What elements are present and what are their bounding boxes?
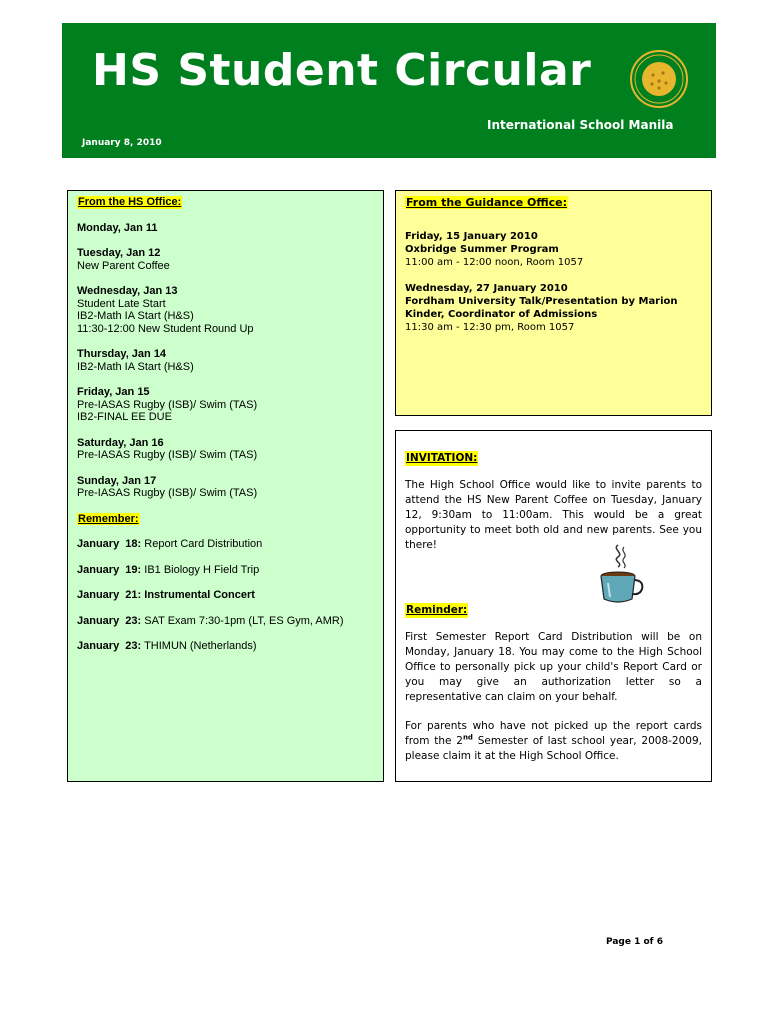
schedule-item: Pre-IASAS Rugby (ISB)/ Swim (TAS) [77,398,258,411]
schedule-day [77,475,374,500]
remember-item [77,564,374,577]
schedule-day [77,348,374,373]
remember-text: THIMUN (Netherlands) [144,640,257,652]
schedule-day [77,386,374,424]
remember-item [77,640,374,653]
remember-date: January 18: [77,538,142,550]
schedule-day-title: Saturday, Jan 16 [77,436,164,449]
reminder-heading: Reminder: [406,604,468,616]
remember-item [77,538,374,551]
schedule-day-title: Wednesday, Jan 13 [77,285,178,297]
schedule-day [77,285,374,335]
guidance-event [405,230,702,269]
schedule-item: IB2-Math IA Start (H&S) [77,310,194,322]
page-title: HS Student Circular [92,45,592,96]
remember-date: January 23: [77,614,142,627]
guidance-heading: From the Guidance Office: [406,196,568,209]
coffee-cup-icon [596,543,644,605]
guidance-panel [395,190,712,416]
guidance-event [405,282,702,334]
guidance-events [405,230,702,334]
page-number: Page 1 of 6 [606,937,663,947]
invitation-text: The High School Office would like to invite parents to attend the HS New Parent Coffee on Tuesday, January 12, 9:30am to 11:00am. This would be a great opportunity to meet both old and new parents. See you there! [405,479,702,551]
schedule-item: IB2-FINAL EE DUE [77,411,172,423]
circular-header [62,23,716,158]
remember-item [77,589,374,602]
remember-heading: Remember: [78,512,139,525]
hs-office-heading: From the HS Office: [78,196,182,208]
hs-office-panel [67,190,384,782]
remember-text: SAT Exam 7:30-1pm (LT, ES Gym, AMR) [144,614,344,627]
schedule-item: IB2-Math IA Start (H&S) [77,360,194,373]
remember-list [77,538,374,653]
invitation-panel [395,430,712,782]
remember-date: January 23: [77,640,142,652]
schedule-item: Pre-IASAS Rugby (ISB)/ Swim (TAS) [77,449,258,461]
schedule-item: New Parent Coffee [77,259,170,272]
schedule-day-title: Monday, Jan 11 [77,221,158,234]
schedule-item: 11:30-12:00 New Student Round Up [77,322,254,335]
remember-date: January 19: [77,563,142,576]
schedule-day-title: Sunday, Jan 17 [77,474,157,487]
school-seal-icon [630,50,688,108]
reminder-text-2: For parents who have not picked up the report cards from the 2nd Semester of last school year, 2008-2009, please claim it at the High School Office. [405,720,702,762]
remember-text: Report Card Distribution [144,538,263,550]
guidance-event-date: Friday, 15 January 2010 [405,231,538,242]
hs-office-schedule [77,222,374,500]
school-name: International School Manila [487,118,674,132]
guidance-event-date: Wednesday, 27 January 2010 [405,283,568,294]
schedule-day-title: Friday, Jan 15 [77,386,150,398]
remember-item [77,615,374,628]
schedule-item: Student Late Start [77,297,166,310]
schedule-day-title: Thursday, Jan 14 [77,348,167,360]
invitation-heading: INVITATION: [406,452,478,464]
reminder-text-1: First Semester Report Card Distribution will be on Monday, January 18. You may come to the High School Office to personally pick up your child's Report Card or you may give an authorization letter so a representative can claim on your behalf. [405,631,702,703]
guidance-event-time: 11:30 am - 12:30 pm, Room 1057 [405,322,575,333]
guidance-event-title: Oxbridge Summer Program [405,244,559,255]
guidance-event-time: 11:00 am - 12:00 noon, Room 1057 [405,257,584,268]
schedule-day [77,247,374,272]
circular-date: January 8, 2010 [82,138,162,148]
schedule-day [77,437,374,462]
guidance-event-title: Fordham University Talk/Presentation by Marion Kinder, Coordinator of Admissions [405,296,678,320]
schedule-day-title: Tuesday, Jan 12 [77,247,161,259]
schedule-day [77,222,374,235]
remember-text: IB1 Biology H Field Trip [144,563,260,576]
remember-text: Instrumental Concert [144,589,255,601]
remember-date: January 21: [77,589,142,601]
schedule-item: Pre-IASAS Rugby (ISB)/ Swim (TAS) [77,487,258,499]
